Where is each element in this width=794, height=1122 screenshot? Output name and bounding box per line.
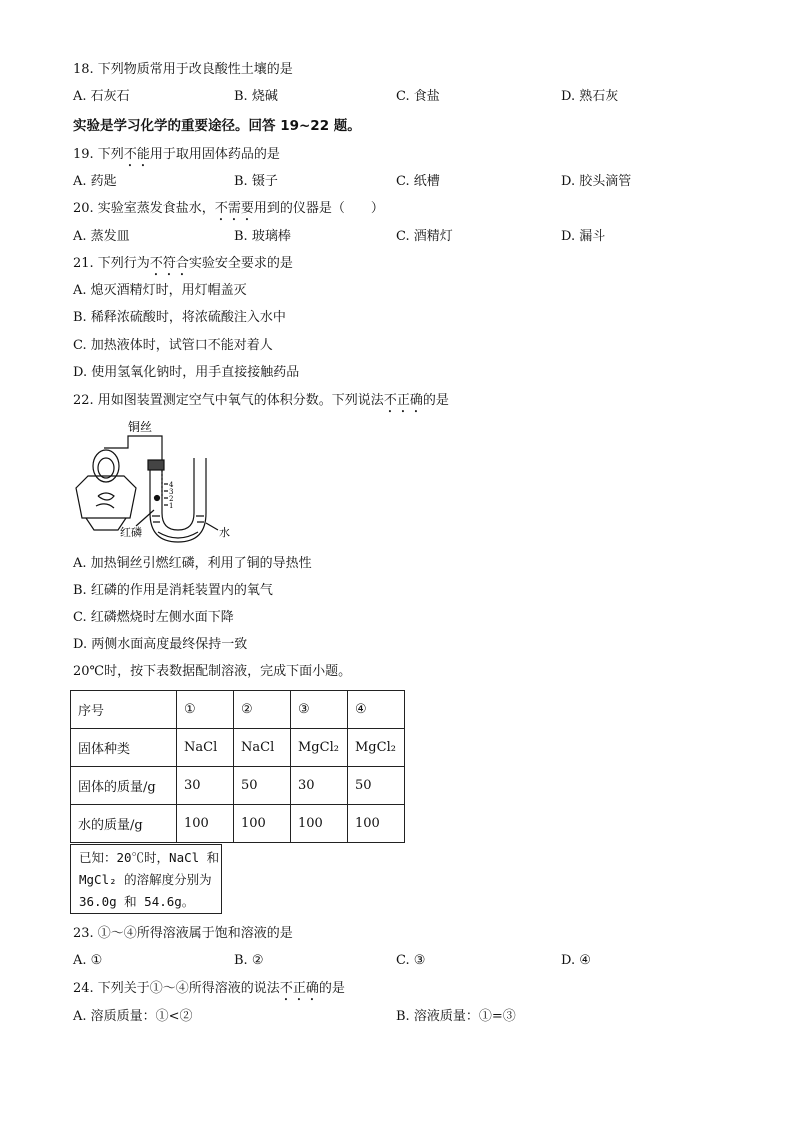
table-cell: NaCl [234, 729, 291, 767]
q22-option-b: B. 红磷的作用是消耗装置内的氧气 [73, 583, 273, 598]
q19-stem: 19. 下列不能用于取用固体药品的是 [73, 147, 280, 162]
solution-data-table [70, 690, 405, 843]
q21-option-b: B. 稀释浓硫酸时，将浓硫酸注入水中 [73, 310, 286, 325]
q23-stem: 23. ①～④所得溶液属于饱和溶液的是 [73, 926, 293, 941]
q24-stem: 24. 下列关于①～④所得溶液的说法不正确的是 [73, 981, 345, 996]
q24-option-a: A. 溶质质量：①<② [73, 1009, 193, 1024]
q18-option-a: A. 石灰石 [73, 89, 130, 104]
oxygen-apparatus-figure [66, 418, 256, 550]
scale-label: 3 [169, 488, 174, 496]
q19-option-d: D. 胶头滴管 [561, 174, 632, 189]
table-row [71, 729, 405, 767]
q19-option-c: C. 纸槽 [396, 174, 440, 189]
table-cell: ① [177, 691, 234, 729]
q18-option-b: B. 烧碱 [234, 89, 278, 104]
flame-hood [93, 450, 119, 482]
emphasis-text: 不正确 [383, 393, 423, 408]
water-label: 水 [219, 526, 230, 539]
water-leader [206, 523, 218, 530]
q20-stem: 20. 实验室蒸发食盐水，不需要用到的仪器是（ ） [73, 201, 384, 216]
table-cell: 30 [291, 767, 348, 805]
u-tube-inner [162, 458, 194, 530]
red-phosphorus-label: 红磷 [120, 526, 142, 539]
table-cell: ③ [291, 691, 348, 729]
table-cell: 100 [348, 805, 405, 843]
q22-option-d: D. 两侧水面高度最终保持一致 [73, 637, 248, 652]
q18-stem: 18. 下列物质常用于改良酸性土壤的是 [73, 62, 293, 77]
q23-option-d: D. ④ [561, 953, 591, 968]
q21-stem: 21. 下列行为不符合实验安全要求的是 [73, 256, 293, 271]
emphasis-text: 不能 [123, 147, 150, 162]
table-cell: 100 [234, 805, 291, 843]
q19-option-b: B. 镊子 [234, 174, 278, 189]
emphasis-text: 不符合 [149, 256, 189, 271]
q18-option-d: D. 熟石灰 [561, 89, 619, 104]
table-cell: 100 [291, 805, 348, 843]
table-cell: ② [234, 691, 291, 729]
table-cell: MgCl₂ [291, 729, 348, 767]
copper-wire-label: 铜丝 [128, 420, 153, 434]
scale-label: 4 [169, 481, 174, 489]
q20-option-d: D. 漏斗 [561, 229, 606, 244]
copper-wire-line [104, 436, 162, 458]
scale-label: 2 [169, 495, 174, 503]
table-row [71, 767, 405, 805]
table-cell: MgCl₂ [348, 729, 405, 767]
table-cell: 100 [177, 805, 234, 843]
q18-option-c: C. 食盐 [396, 89, 440, 104]
q22-option-a: A. 加热铜丝引燃红磷，利用了铜的导热性 [73, 556, 312, 571]
table-cell: 50 [234, 767, 291, 805]
q20-option-c: C. 酒精灯 [396, 229, 453, 244]
q23-option-a: A. ① [73, 953, 103, 968]
table-cell: 固体种类 [71, 729, 177, 767]
intro-23-24: 20℃时，按下表数据配制溶液，完成下面小题。 [73, 664, 352, 679]
q24-option-b: B. 溶液质量：①=③ [396, 1009, 516, 1024]
q23-option-c: C. ③ [396, 953, 426, 968]
emphasis-text: 不需要 [214, 201, 254, 216]
table-cell: 30 [177, 767, 234, 805]
solubility-note: 已知：20℃时，NaCl 和 MgCl₂ 的溶解度分别为 36.0g 和 54.6g。 [70, 844, 222, 914]
q19-option-a: A. 药匙 [73, 174, 117, 189]
stopper [148, 460, 164, 470]
q22-option-c: C. 红磷燃烧时左侧水面下降 [73, 610, 234, 625]
q22-stem: 22. 用如图装置测定空气中氧气的体积分数。下列说法不正确的是 [73, 393, 449, 408]
table-cell: 50 [348, 767, 405, 805]
table-row [71, 691, 405, 729]
table-cell: 固体的质量/g [71, 767, 177, 805]
q20-option-a: A. 蒸发皿 [73, 229, 130, 244]
q20-option-b: B. 玻璃棒 [234, 229, 291, 244]
table-cell: NaCl [177, 729, 234, 767]
table-cell: ④ [348, 691, 405, 729]
q21-option-c: C. 加热液体时，试管口不能对着人 [73, 338, 273, 353]
table-cell: 水的质量/g [71, 805, 177, 843]
table-row [71, 805, 405, 843]
q23-option-b: B. ② [234, 953, 264, 968]
emphasis-text: 不正确 [279, 981, 319, 996]
section-heading: 实验是学习化学的重要途径。回答 19~22 题。 [73, 118, 361, 134]
q21-option-d: D. 使用氢氧化钠时，用手直接接触药品 [73, 365, 300, 380]
q21-option-a: A. 熄灭酒精灯时，用灯帽盖灭 [73, 283, 247, 298]
table-cell: 序号 [71, 691, 177, 729]
scale-label: 1 [169, 502, 174, 510]
